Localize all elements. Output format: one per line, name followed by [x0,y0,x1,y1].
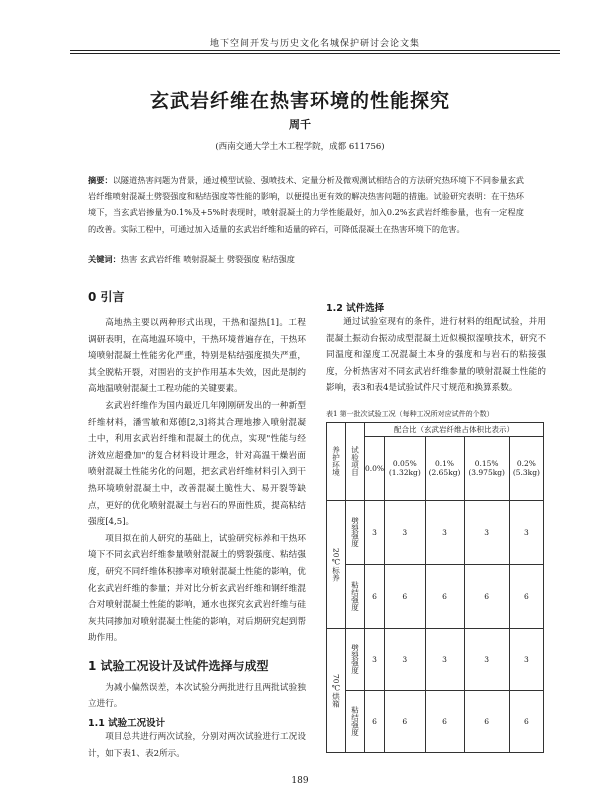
cell: 6 [385,690,426,752]
header-rule [70,50,560,51]
col-header: 0.05%(1.32kg) [385,436,426,500]
header-group-text: 养护环境 [331,446,341,477]
cell: 3 [425,500,464,564]
cell: 3 [464,628,509,690]
cell: 6 [425,690,464,752]
cell: 6 [464,690,509,752]
left-column [88,288,306,762]
row-item [346,564,365,628]
section-1-title: 1 试验工况设计及试件选择与成型 [88,658,269,673]
cell: 6 [385,564,426,628]
row-item-text: 劈裂强度 [350,517,360,548]
section-1-1-title: 1.1 试验工况设计 [88,718,166,730]
cell: 6 [509,564,543,628]
section-0-paragraph-3: 项目拟在前人研究的基础上，试验研究标养和干热环境下不同玄武岩纤维参量喷射混凝土的劈裂强度、粘结强度，研究不同纤维体积掺率对喷射混凝土性能的影响，优化玄武岩纤维的参量；并对比分析玄武岩纤维和钢纤维混合对喷射混凝土性能的影响，通水也探究玄武岩纤维与硅灰共同掺加对喷射混凝土性能的影响，对后期研究起到帮助作用。 [88,533,306,644]
col-header: 0.2%(5.3kg) [509,436,543,500]
section-0-paragraph-2: 玄武岩纤维作为国内最近几年刚刚研发出的一种新型纤维材料，潘雪敏和郑德[2,3]将其合理地掺入喷射混凝土中，利用玄武岩纤维和混凝土的优点，实现"性能与经济效应超叠加"的复合材料设计理念，针对高温干燥岩面喷射混凝土性能劣化的问题，把玄武岩纤维材料引入到干热环境喷射混凝土中，改善混凝土脆性大、易开裂等缺点，更好的优化喷射混凝土与岩石的界面性质，提高粘结强度[4,5]。 [88,400,306,528]
abstract-text: 以隧道热害问题为背景，通过模型试验、强喷技术、定量分析及微观测试相结合的方法研究热环境下不同参量玄武岩纤维喷射混凝土劈裂强度和粘结强度等性能的影响，以便提出更有效的解决热害问题的措施。试验研究表明：在干热环境下，当玄武岩掺量为0.1%及+5%时表现时，喷射混凝土的力学性能最好，加入0.2%玄武岩纤维参量，也有一定程度的改善。实际工程中，可通过加入适量的玄武岩纤维和适量的碎石，可降低混凝土在热害环境下的危害。 [88,175,524,234]
keywords-label: 关键词： [88,254,121,264]
cell: 6 [365,690,385,752]
cell: 3 [425,628,464,690]
right-column [326,280,546,753]
header-group [327,422,346,500]
cell: 3 [464,500,509,564]
header-span: 配合比（玄武岩纤维占体积比表示） [365,422,544,436]
row-item-text: 粘结强度 [350,706,360,737]
cell: 3 [365,500,385,564]
keywords [88,254,528,265]
paper-title: 玄武岩纤维在热害环境的性能探究 [149,90,450,112]
section-0-paragraph-1: 高地热主要以两种形式出现，干热和湿热[1]。工程调研表明，在高地温环境中，干热环境普遍存在，干热环境喷射混凝土性能劣化严重，特别是粘结强度损失严重，其全脱粘开裂，对围岩的支护作用基本失效，因此是制约高地温喷射混凝土工程功能的关键要素。 [88,318,306,395]
abstract-label: 摘要： [88,175,113,185]
row-item [346,500,365,564]
section-1-paragraph: 为减小偏然误差，本次试验分两批进行且两批试验独立进行。 [88,682,306,710]
col-header: 0.15%(3.975kg) [464,436,509,500]
cell: 6 [425,564,464,628]
group-label-text: 20℃标养 [331,547,341,582]
table-1-caption: 表1 第一批次试验工况（每种工况所对应试件的个数） [326,409,494,418]
cell: 6 [509,690,543,752]
cell: 3 [365,628,385,690]
cell: 3 [385,500,426,564]
affiliation: (西南交通大学土木工程学院，成都 611756) [215,142,385,152]
section-1-1-paragraph: 项目总共进行两次试验，分别对两次试验进行工况设计，如下表1、表2所示。 [88,732,306,759]
col-header: 0.1%(2.65kg) [425,436,464,500]
col-header: 0.0% [365,436,385,500]
header-item [346,422,365,500]
cell: 6 [365,564,385,628]
header-item-text: 试验项目 [350,446,360,477]
keywords-text: 热害 玄武岩纤维 喷射混凝土 劈裂强度 粘结强度 [120,254,295,264]
row-item [346,690,365,752]
section-0-title: 0 引言 [88,290,125,304]
group-label [327,628,346,752]
running-header: 地下空间开发与历史文化名城保护研讨会论文集 [209,39,420,49]
table-1 [326,422,544,753]
row-item-text: 劈裂强度 [350,644,360,675]
cell: 3 [509,628,543,690]
section-1-2-title: 1.2 试件选择 [326,303,385,314]
row-item [346,628,365,690]
page-number: 189 [291,776,309,786]
abstract [88,172,524,237]
cell: 3 [385,628,426,690]
group-label-text: 70℃烘箱 [331,673,341,708]
author: 周千 [289,118,311,131]
section-1-2-paragraph: 通过试验室现有的条件，进行材料的组配试验，并用混凝土振动台振动成型混凝土近似模拟湿喷技术，研究不同温度和湿度工况混凝土本身的强度和与岩石的粘接强度，分析热害对不同玄武岩纤维参量的喷射混凝土性能的影响，表3和表4是试验试件尺寸规范和换算系数。 [326,317,546,394]
header-rule-thin [70,53,560,54]
cell: 6 [464,564,509,628]
group-label [327,500,346,628]
row-item-text: 粘结强度 [350,581,360,612]
cell: 3 [509,500,543,564]
